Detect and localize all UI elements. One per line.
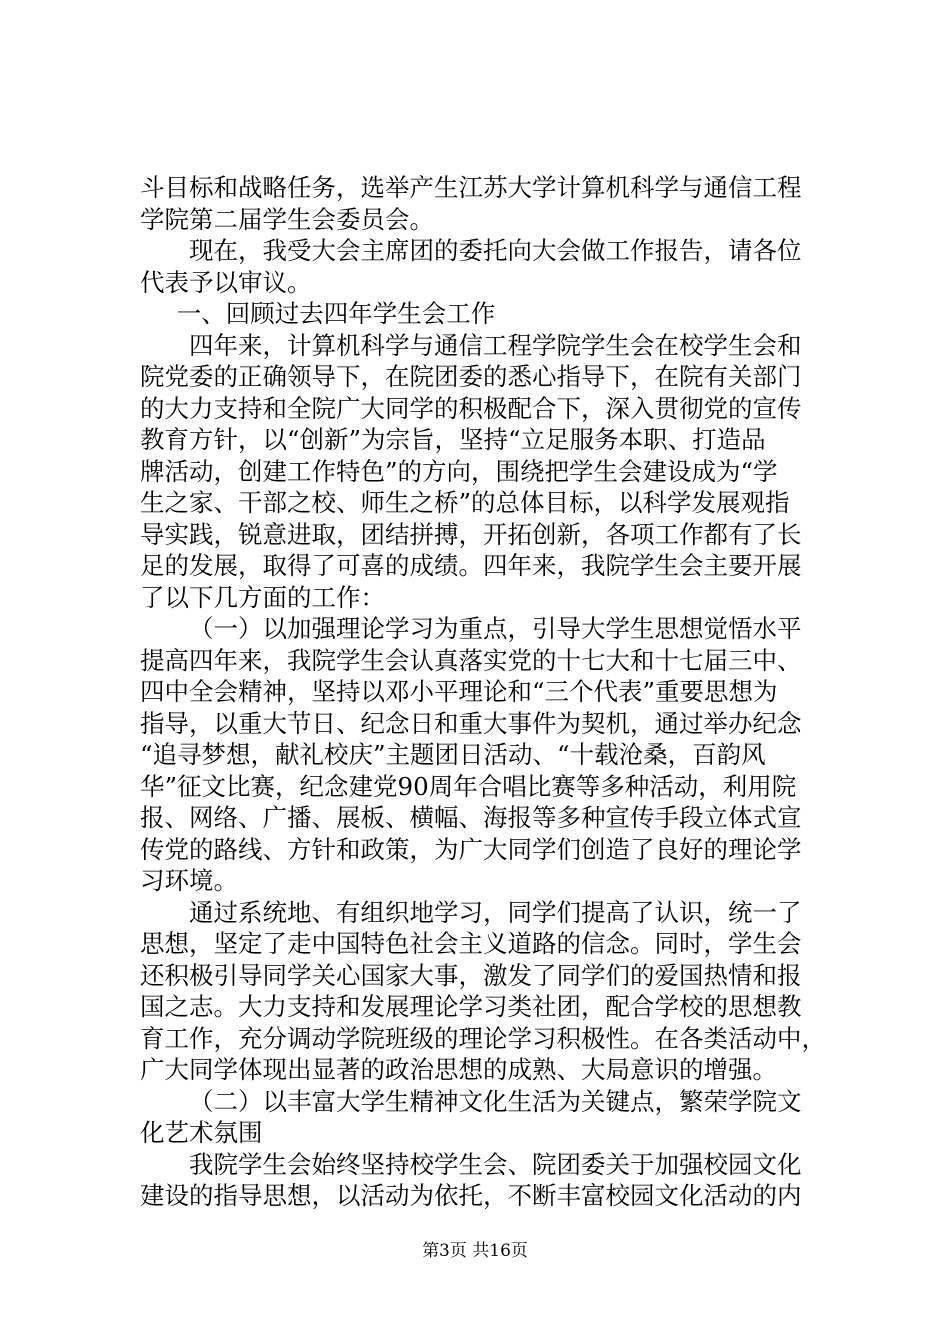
text-line: 牌活动，创建工作特色”的方向，围绕把学生会建设成为“学	[140, 456, 778, 486]
text-line: 院党委的正确领导下，在院团委的悉心指导下，在院有关部门	[140, 362, 802, 391]
text-line: 我院学生会始终坚持校学生会、院团委关于加强校园文化	[189, 1149, 802, 1179]
text-line: 一、回顾过去四年学生会工作	[176, 299, 496, 328]
text-line: 还积极引导同学关心国家大事，激发了同学们的爱国热情和报	[140, 960, 802, 990]
text-line: 广大同学体现出显著的政治思想的成熟、大局意识的增强。	[140, 1055, 777, 1084]
text-line: 育工作，充分调动学院班级的理论学习积极性。在各类活动中，	[140, 1023, 826, 1053]
text-line: “追寻梦想，献礼校庆”主题团日活动、“十载沧桑，百韵风	[140, 740, 766, 769]
page-footer: 第3页 共16页	[422, 1241, 528, 1261]
text-line: 代表予以审议。	[140, 267, 312, 297]
text-line: 斗目标和战略任务，选举产生江苏大学计算机科学与通信工程	[140, 173, 802, 202]
text-line: 化艺术氛围	[140, 1118, 263, 1147]
text-line: （二）以丰富大学生精神文化生活为关键点，繁荣学院文	[189, 1086, 802, 1116]
text-line: 导实践，锐意进取，团结拼搏，开拓创新，各项工作都有了长	[140, 519, 802, 549]
text-line: 的大力支持和全院广大同学的积极配合下，深入贯彻党的宣传	[140, 393, 802, 423]
text-line: 报、网络、广播、展板、横幅、海报等多种宣传手段立体式宣	[140, 803, 802, 832]
text-line: 国之志。大力支持和发展理论学习类社团，配合学校的思想教	[140, 992, 802, 1021]
text-line: 建设的指导思想，以活动为依托，不断丰富校园文化活动的内	[140, 1181, 802, 1210]
text-line: 足的发展，取得了可喜的成绩。四年来，我院学生会主要开展	[140, 551, 802, 580]
text-line: 通过系统地、有组织地学习，同学们提高了认识，统一了	[189, 897, 802, 927]
text-line: 四年来，计算机科学与通信工程学院学生会在校学生会和	[189, 330, 802, 360]
text-line: 学院第二届学生会委员会。	[140, 204, 434, 234]
text-line: 生之家、干部之校、师生之桥”的总体目标，以科学发展观指	[140, 488, 790, 517]
text-line: 传党的路线、方针和政策，为广大同学们创造了良好的理论学	[140, 834, 802, 864]
text-line: 了以下几方面的工作：	[140, 582, 385, 612]
text-line: 指导，以重大节日、纪念日和重大事件为契机，通过举办纪念	[140, 708, 802, 738]
text-line: 现在，我受大会主席团的委托向大会做工作报告，请各位	[189, 236, 802, 265]
text-line: （一）以加强理论学习为重点，引导大学生思想觉悟水平	[189, 614, 802, 643]
document-body	[140, 172, 840, 1212]
text-line: 习环境。	[140, 866, 238, 895]
text-line: 思想，坚定了走中国特色社会主义道路的信念。同时，学生会	[140, 929, 802, 958]
text-line: 四中全会精神，坚持以邓小平理论和“三个代表”重要思想为	[140, 677, 778, 706]
text-line: 教育方针，以“创新”为宗旨，坚持“立足服务本职、打造品	[140, 425, 766, 454]
text-line: 提高四年来，我院学生会认真落实党的十七大和十七届三中、	[140, 645, 802, 675]
text-line: 华”征文比赛，纪念建党90周年合唱比赛等多种活动，利用院	[140, 771, 797, 801]
